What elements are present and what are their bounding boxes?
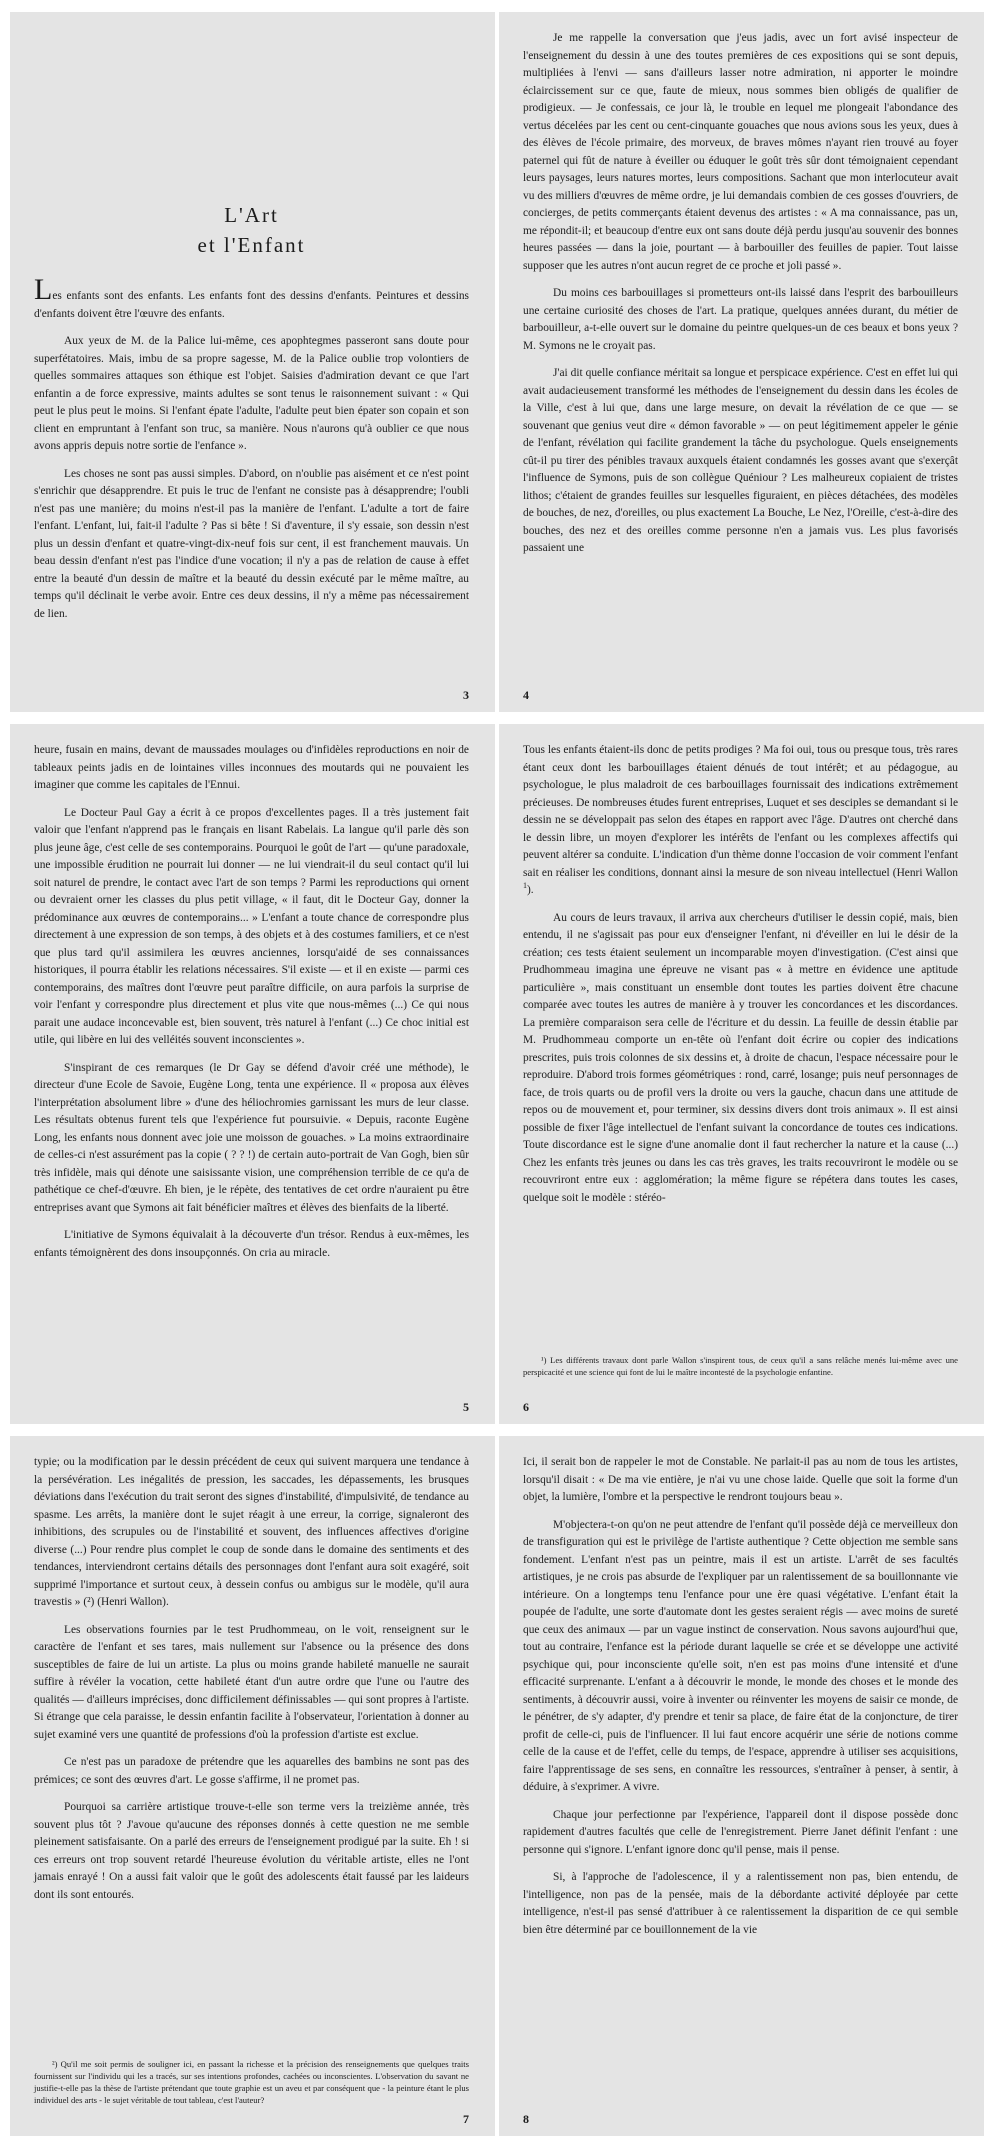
paragraph: L'initiative de Symons équivalait à la découverte d'un trésor. Rendus à eux-mêmes, les enfants témoignèrent des dons insoupçonnés. On cria au miracle.	[34, 1229, 469, 1259]
footnote-text: ²) Qu'il me soit permis de souligner ici, en passant la richesse et la précision des renseignements que quelques traits fournissent sur l'individu qui les a tracés, sur ses intentions profondes, cachées ou inconscientes. L'observation du savant ne justifie-t-elle pas la thèse de l'artiste prétendant que toute graphie est un aveu et par conséquent que - la peinture étant le plus individuel des arts - le sujet véritable de tout tableau, c'est l'auteur?	[34, 2059, 469, 2105]
title-line-1: L'Art	[224, 203, 279, 227]
paragraph: heure, fusain en mains, devant de maussades moulages ou d'infidèles reproductions en noir de tableaux peints jadis en de lointaines villes inconnues des moutards qui ne pouvaient les imaginer que comme les capitales de l'Ennui.	[34, 744, 469, 791]
footnote	[34, 2058, 469, 2106]
paragraph: Si, à l'approche de l'adolescence, il y a ralentissement non pas, bien entendu, de l'intelligence, non pas de la pensée, mais de la débordante activité déployée par cette intelligence, n'est-il pas sensé d'attribuer à ce ralentissement la disparition de ce qui semble bien être déterminé par ce bouillonnement de la vie	[523, 1871, 958, 1936]
paragraph: Je me rappelle la conversation que j'eus jadis, avec un fort avisé inspecteur de l'enseignement du dessin à une des toutes premières de ces expositions qui se sont depuis, multipliées à l'envi — sans d'ailleurs lasser notre admiration, ni apporter le moindre éclaircissement sur ce que, faute de mieux, nous sommes bien obligés de qualifier de prodigieux. — Je confessais, ce jour là, le trouble en lequel me plongeait l'abondance des vertus décelées par les cent ou cent-cinquante gouaches que nous avions sous les yeux, dues à des élèves de l'école primaire, des morveux, de braves mômes n'ayant rien trouvé au foyer paternel qui fût de nature à éveiller ou éduquer le goût très sûr dont témoignaient cependant leurs paysages, leurs natures mortes, leurs compositions. Sachant que mon interlocuteur avait vu des milliers d'œuvres de même ordre, je lui demandais combien de ces gosses d'ouvriers, de concierges, de petits commerçants étaient devenus des artistes : « A ma connaissance, pas un, me répondit-il; et beaucoup d'entre eux ont sans doute déjà perdu jusqu'au souvenir des bonnes heures passées — dans la joie, pourtant — à barbouiller des feuilles de papier. Tout laisse supposer que les autres n'ont aucun regret de ce proche et joli passé ».	[523, 32, 958, 272]
page-4	[499, 12, 984, 712]
paragraph: S'inspirant de ces remarques (le Dr Gay se défend d'avoir créé une méthode), le directeur d'une Ecole de Savoie, Eugène Long, tenta une expérience. Il « proposa aux élèves l'interprétation absolument libre » d'une des héliochromies garnissant les murs de leur classe. Les résultats obtenus furent tels que l'expérience fut poursuivie. « Depuis, raconte Eugène Long, les enfants nous donnent avec joie une moisson de gouaches. » La moins extraordinaire de celles-ci n'est assurément pas la copie ( ? ? !) de certain auto-portrait de Van Gogh, bien sûr très infidèle, mais qui dénote une saisissante vision, une compréhension terrible de ce qu'a de pathétique ce chef-d'œuvre. Eh bien, je le répète, des tentatives de cet ordre n'auraient pu être entreprises avant que Symons ait fait bénéficier maîtres et élèves des bienfaits de la liberté.	[34, 1061, 469, 1214]
paragraph: Chaque jour perfectionne par l'expérience, l'appareil dont il dispose possède donc rapidement d'autres facultés que celle de l'enregistrement. Pierre Janet définit l'enfant : une personne qui s'ignore. L'enfant ignore donc qu'il pense, mais il pense.	[523, 1808, 958, 1856]
page-number: 8	[523, 2111, 529, 2126]
paragraph	[34, 273, 469, 323]
paragraph: Ici, il serait bon de rappeler le mot de Constable. Ne parlait-il pas au nom de tous les artistes, lorsqu'il disait : « De ma vie entière, je n'ai vu une chose laide. Quelle que soit la forme d'un objet, la lumière, l'ombre et la perspective le rendront toujours beau ».	[523, 1456, 958, 1503]
paragraph: M'objectera-t-on qu'on ne peut attendre de l'enfant qu'il possède déjà ce merveilleux don de transfiguration qui est le privilège de l'artiste authentique ? Cette objection me semble sans fondement. L'enfant n'est pas un peintre, mais il est un artiste. L'arrêt de ses facultés artistiques, je ne crois pas absurde de l'expliquer par un ralentissement de sa bouillonnante vie intérieure. On a longtemps tenu l'enfance pour une ère quasi végétative. L'enfant était la poupée de l'adulte, une sorte d'automate dont les gestes seraient régis — avec moins de sureté que ceux des animaux — par un vague instinct de conservation. Nous savons aujourd'hui que, tout au contraire, l'enfance est la période durant laquelle se crée et se développe une activité psychique qui, pour inconsciente qu'elle soit, n'en est pas moins d'une intensité et d'une efficacité surprenante. L'enfant a à découvrir le monde, le monde des choses et le monde des sentiments, à découvrir aussi, voire à inventer ou réinventer les moyens de saisir ce monde, de le pénétrer, de s'y adapter, d'y prendre et tenir sa place, de faire état de la conjoncture, de tirer profit de celle-ci, puis de l'influencer. Il lui faut encore acquérir une série de notions comme celle de la cause et de l'effet, celle du temps, de l'espace, apprendre à utiliser ses acquisitions, faire l'apprentissage de ses sens, en connaître les ressources, s'entraîner à penser, à sentir, à déduire, à s'exprimer. A vivre.	[523, 1518, 958, 1793]
paragraph: Aux yeux de M. de la Palice lui-même, ces apophtegmes passeront sans doute pour superfétatoires. Mais, imbu de sa propre sagesse, M. de la Palice oublie trop volontiers de quelles sommaires attaques son éthique est l'objet. Saisies d'admiration devant ce que l'art enfantin a de force expressive, maints adultes se sont tenus le raisonnement suivant : « Qui peut le plus peut le moins. Si l'enfant épate l'adulte, l'adulte peut bien épater son copain et son client en empruntant à l'enfant son truc, sa manière. Nous n'aurons qu'à oublier ce que nous avons appris depuis notre sortie de l'enfance ».	[34, 335, 469, 452]
paragraph: Au cours de leurs travaux, il arriva aux chercheurs d'utiliser le dessin copié, mais, bien entendu, il ne s'agissait pas pour eux d'enseigner l'enfant, ni d'éveiller en lui le désir de la création; ces tests étaient seulement un incomparable moyen d'investigation. (C'est ainsi que Prudhommeau imagina une épreuve ne visant pas « à mettre en évidence une aptitude particulière », mais constituant un ensemble dont toutes les parties doivent être chacune comparée avec toutes les autres de manière à y trouver les concordances et les discordances. La première comparaison sera celle de l'écriture et du dessin. La feuille de dessin établie par M. Prudhommeau comporte un en-tête où l'enfant doit écrire ou copier des indications prescrites, puis trois colonnes de six dessins et, à droite de chacun, l'espace nécessaire pour le reproduire. D'abord trois formes géométriques : rond, carré, losange; puis neuf personnages de face, de trois quarts ou de profil vers la droite ou vers la gauche, chacun dans une attitude de repos ou de mouvement et, pour terminer, six dessins divers dont trois animaux ». Il est ainsi possible de fixer l'âge intellectuel de l'enfant suivant la concordance de toutes ces indications. Toute discordance est le signe d'une anomalie dont il faut rechercher la nature et la cause (...) Chez les enfants très jeunes ou dans les cas très graves, les traits recouvriront le modèle ou se recouvriront entre eux : agglomération; la même figure se répétera dans toutes les cases, quelque soit le modèle : stéréo-	[523, 911, 958, 1204]
page-number: 7	[463, 2111, 469, 2126]
paragraph: Pourquoi sa carrière artistique trouve-t-elle son terme vers la treizième année, très souvent plus tôt ? J'avoue qu'aucune des réponses donnés à cette question ne me semble pleinement satisfaisante. On a parlé des erreurs de l'enseignement prodigué par la suite. Eh ! si ces erreurs ont trop souvent retardé l'heureuse évolution du véritable artiste, elles ne l'ont jamais enrayé ! On a aussi fait valoir que le goût des adolescents était faussé par les laideurs dont ils sont entourés.	[34, 1801, 469, 1901]
page-6	[499, 724, 984, 1424]
drop-cap: L	[34, 273, 53, 306]
title-line-2: et l'Enfant	[197, 233, 306, 257]
paragraph: Les choses ne sont pas aussi simples. D'abord, on n'oublie pas aisément et ce n'est point s'enrichir que désapprendre. Et puis le truc de l'enfant ne consiste pas à désapprendre; l'oubli n'est pas une manière; du moins n'est-il pas la manière de l'enfant. L'adulte a tort de faire l'enfant. L'enfant, lui, fait-il l'adulte ? Pas si bête ! Si d'aventure, il s'y essaie, son dessin n'est plus un dessin d'enfant et quatre-vingt-dix-neuf fois sur cent, il est franchement mauvais. Un beau dessin d'enfant n'est pas l'indice d'une vocation; il n'y a pas de relation de cause à effet entre la beauté d'un dessin de maître et la beauté du dessin exécuté par le même maître, au temps qu'il déclinait le verbe avoir. Entre ces deux dessins, il n'y a même pas nécessairement de lien.	[34, 467, 469, 620]
paragraph-text: Tous les enfants étaient-ils donc de petits prodiges ? Ma foi oui, tous ou presque tous, très rares étant ceux dont les barbouillages étaient dénués de tout intérêt; et au pédagogue, au psychologue, le plus maladroit de ces barbouillages fournissait des indications extrêmement précieuses. De nombreuses études furent entreprises, Luquet et ses desciples se demandant si le dessin ne se développait pas selon des étapes en rapport avec l'âge. D'autres ont cherché dans le dessin libre, un moyen d'explorer les intérêts de l'enfant ou les complexes affectifs qui peuvent altérer sa conduite. L'indication d'un thème donne l'occasion de voir comment l'enfant sait en réaliser les conditions, donnant ainsi la mesure de son niveau intellectuel (Henri Wallon	[523, 744, 958, 879]
paragraph	[523, 742, 958, 900]
page-number: 4	[523, 687, 529, 702]
footnote-text: ¹) Les différents travaux dont parle Wallon s'inspirent tous, de ceux qu'il a sans relâche menés lui-même avec une perspicacité et une science qui font de lui le maître incontesté de la psychologie enfantine.	[523, 1355, 958, 1377]
paragraph: Du moins ces barbouillages si prometteurs ont-ils laissé dans l'esprit des barbouilleurs une certaine curiosité des choses de l'art. La pratique, quelques années durant, du métier de barbouilleur, a-t-elle ouvert sur le domaine du peintre quelques-un de ces beaux et bons yeux ? M. Symons ne le croyait pas.	[523, 287, 958, 352]
page-8	[499, 1436, 984, 2136]
footnote-marker[interactable]: 1	[523, 881, 527, 891]
page-number: 6	[523, 1399, 529, 1414]
page-7	[10, 1436, 495, 2136]
footnote	[523, 1354, 958, 1378]
page-3	[10, 12, 495, 712]
paragraph-text: ).	[527, 884, 534, 896]
page-number: 5	[463, 1399, 469, 1414]
chapter-title	[34, 200, 469, 260]
paragraph: Les observations fournies par le test Prudhommeau, on le voit, renseignent sur le caractère de l'enfant et ses tares, mais nullement sur l'absence ou la présence des dons susceptibles de faire de lui un artiste. La plus ou moins grande habileté manuelle ne saurait suffire à révéler la vocation, cette habileté étant d'un autre ordre que l'une ou l'autre des qualités — d'ailleurs imprécises, donc difficilement définissables — qui sont propres à l'artiste. Si étrange que cela paraisse, le dessin enfantin facilite à l'observateur, l'orientation à donner au sujet examiné vers une quantité de professions d'où la profession d'artiste est exclue.	[34, 1623, 469, 1741]
page-number: 3	[463, 687, 469, 702]
page-5	[10, 724, 495, 1424]
paragraph: Ce n'est pas un paradoxe de prétendre que les aquarelles des bambins ne sont pas des prémices; ce sont des œuvres d'art. Le gosse s'affirme, il ne promet pas.	[34, 1756, 469, 1786]
paragraph: J'ai dit quelle confiance méritait sa longue et perspicace expérience. C'est en effet lui qui avait audacieusement transformé les méthodes de l'enseignement du dessin dans les écoles de la Ville, c'est à lui que, dans une large mesure, on devait la révélation de ce que — se souvenant que genius veut dire « démon favorable » — on peut légitimement appeler le génie de l'enfant, révélation qui facilite grandement la tâche du psychologue. Quels enseignements cût-il pu tirer des pénibles travaux auxquels étaient condamnés les gosses avant que s'exerçât l'influence de Symons, puis de son collègue Quéniour ? Les malheureux copiaient de tristes lithos; c'étaient de grandes feuilles sur lesquelles figuraient, en pièces détachées, des modèles de bouches, de nez, d'oreilles, ou plus exactement La Bouche, Le Nez, l'Oreille, c'est-à-dire des bouches, des nez et des oreilles comme personne n'en a jamais vus. Les plus favorisés passaient une	[523, 367, 958, 554]
paragraph-text: es enfants sont des enfants. Les enfants font des dessins d'enfants. Peintures et dessins d'enfants doivent être l'œuvre des enfants.	[34, 290, 469, 320]
paragraph: Le Docteur Paul Gay a écrit à ce propos d'excellentes pages. Il a très justement fait valoir que l'enfant n'apprend pas le français en lisant Rabelais. La langue qu'il parle dès son plus jeune âge, c'est celle de ses contemporains. Pourquoi le goût de l'art — qu'une paradoxale, une impossible érudition ne pourrait lui donner — ne lui viendrait-il du seul contact qu'il lui soit naturel de prendre, le contact avec l'art de son temps ? Parmi les reproductions qui ornent ou devraient orner les classes du plus petit village, « il faut, dit le Docteur Gay, donner la prédominance aux œuvres de contemporains... » L'enfant a toute chance de correspondre plus directement à une expression de son temps, à des objets et à des costumes familiers, et ce n'est que plus tard qu'il assimilera les œuvres anciennes, lorsqu'aidé de ses connaissances historiques, il pourra établir les relations nécessaires. S'il existe — et il en existe — parmi ces contemporains, des maîtres dont l'œuvre peut paraître difficile, on aura parfois la surprise de voir l'enfant y correspondre plus directement et plus vite que nous-mêmes (...) Ce qui nous parait une audace inconcevable est, bien souvent, très naturel à l'enfant (...) Ce choc initial est utile, qui libère en lui des velléités souvent inconscientes ».	[34, 806, 469, 1046]
paragraph: typie; ou la modification par le dessin précédent de ceux qui suivent marquera une tendance à la persévération. Les inégalités de pression, les saccades, les dépassements, les brusques déviations dans l'exécution du trait seront des signes d'instabilité, d'impulsivité, de tendance au spasme. Les arrêts, la manière dont le sujet réagit à une erreur, la corrige, signaleront des inhibitions, des scrupules ou de l'instabilité et souvent, des influences affectives d'origine diverse (...) Pour rendre plus complet le coup de sonde dans le domaine des sentiments et des tendances, interviendront certains détails des personnages dont l'enfant aura soit exagéré, soit supprimé l'importance et surtout ceux, à dessein confus ou ambigus sur le modèle, qu'il aura travestis » (²) (Henri Wallon).	[34, 1456, 469, 1608]
